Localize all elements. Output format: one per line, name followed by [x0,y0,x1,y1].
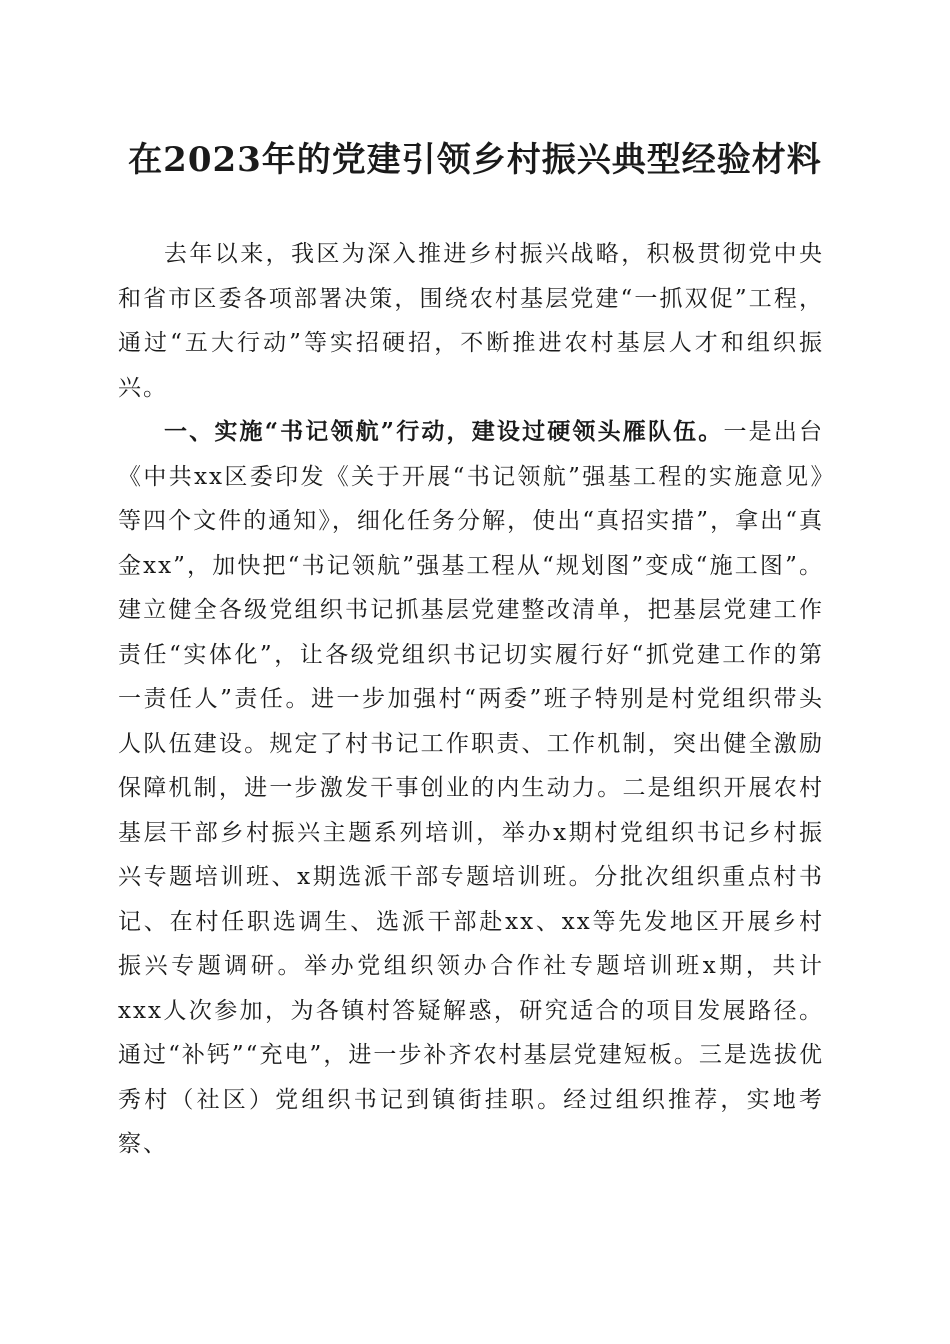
document-body [118,232,824,1167]
section-1-paragraph [118,410,824,1167]
section-1-body: 一是出台《中共xx区委印发《关于开展“书记领航”强基工程的实施意见》等四个文件的通知》，细化任务分解，使出“真招实措”，拿出“真金xx”，加快把“书记领航”强基工程从“规划图”变成“施工图”。建立健全各级党组织书记抓基层党建整改清单，把基层党建工作责任“实体化”，让各级党组织书记切实履行好“抓党建工作的第一责任人”责任。进一步加强村“两委”班子特别是村党组织带头人队伍建设。规定了村书记工作职责、工作机制，突出健全激励保障机制，进一步激发干事创业的内生动力。二是组织开展农村基层干部乡村振兴主题系列培训，举办x期村党组织书记乡村振兴专题培训班、x期选派干部专题培训班。分批次组织重点村书记、在村任职选调生、选派干部赴xx、xx等先发地区开展乡村振兴专题调研。举办党组织领办合作社专题培训班x期，共计xxx人次参加，为各镇村答疑解惑，研究适合的项目发展路径。通过“补钙”“充电”，进一步补齐农村基层党建短板。三是选拔优秀村（社区）党组织书记到镇街挂职。经过组织推荐，实地考察、 [118,419,824,1157]
section-1-heading: 一、实施“书记领航”行动，建设过硬领头雁队伍。 [164,418,724,445]
intro-paragraph: 去年以来，我区为深入推进乡村振兴战略，积极贯彻党中央和省市区委各项部署决策，围绕农村基层党建“一抓双促”工程，通过“五大行动”等实招硬招，不断推进农村基层人才和组织振兴。 [118,241,824,401]
document-title: 在2023年的党建引领乡村振兴典型经验材料 [128,140,822,180]
